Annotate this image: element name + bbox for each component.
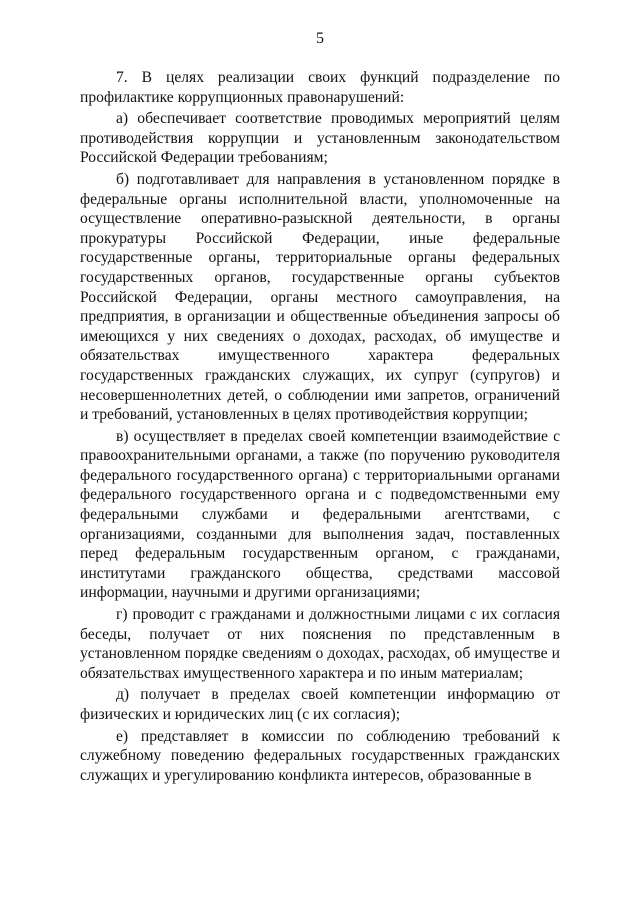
paragraph-7d: д) получает в пределах своей компетенции информацию от физических и юридических лиц (с их согласия); (80, 686, 560, 723)
paragraph-7e: е) представляет в комиссии по соблюдению требований к служебному поведению федеральных государственных гражданских служащих и урегулированию конфликта интересов, образованные в (80, 727, 560, 784)
document-body (80, 68, 560, 787)
paragraph-7v: в) осуществляет в пределах своей компетенции взаимодействие с правоохранительными органами, а также (по поручению руководителя федерального государственного органа) с территориальными органами федерального государственного органа и с подведомственными ему федеральными службами и федеральными агентствами, с организациями, созданными для выполнения задач, поставленных перед федеральным государственным органом, с гражданами, институтами гражданского общества, средствами массовой информации, научными и другими организациями; (80, 427, 560, 602)
paragraph-7b: б) подготавливает для направления в установленном порядке в федеральные органы исполнительной власти, уполномоченные на осуществление оперативно-разыскной деятельности, в органы прокуратуры Российской Федерации, иные федеральные государственные органы, территориальные органы федеральных государственных органов, государственные органы субъектов Российской Федерации, органы местного самоуправления, на предприятия, в организации и общественные объединения запросы об имеющихся у них сведениях о доходах, расходах, об имуществе и обязательствах имущественного характера федеральных государственных гражданских служащих, их супруг (супругов) и несовершеннолетних детей, о соблюдении ими запретов, ограничений и требований, установленных в целях противодействия коррупции; (80, 170, 560, 424)
paragraph-7-intro: 7. В целях реализации своих функций подразделение по профилактике коррупционных правонарушений: (80, 69, 560, 106)
page-number: 5 (316, 30, 324, 47)
paragraph-7g: г) проводит с гражданами и должностными лицами с их согласия беседы, получает от них пояснения по представленным в установленном порядке сведениям о доходах, расходах, об имуществе и обязательствах имущественного характера и по иным материалам; (80, 606, 560, 682)
paragraph-7a: а) обеспечивает соответствие проводимых мероприятий целям противодействия коррупции и установленным законодательством Российской Федерации требованиям; (80, 110, 560, 167)
